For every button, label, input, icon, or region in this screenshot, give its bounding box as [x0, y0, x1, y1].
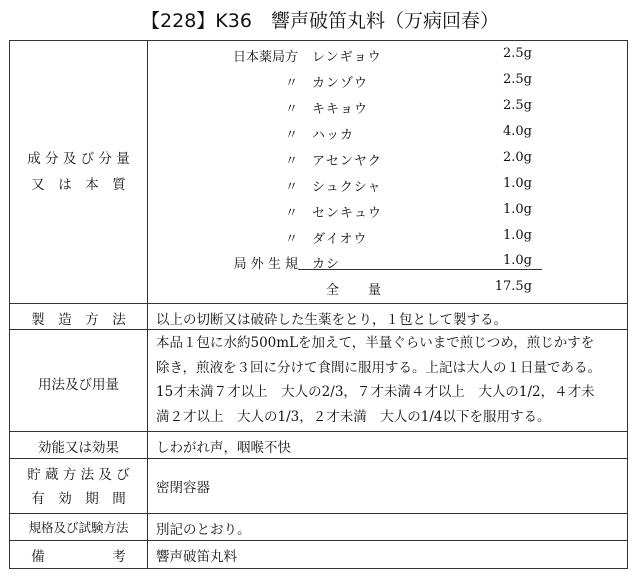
remarks-value: 響声破笛丸料	[156, 549, 237, 565]
ingredient-source: 局 外 生 規	[233, 257, 298, 272]
ingredient-name: カンゾウ	[312, 76, 369, 91]
composition-label-line1: 成 分 及 び 分 量	[27, 151, 130, 167]
ingredient-amount: 1.0g	[503, 176, 532, 191]
ingredient-name: アセンヤク	[312, 154, 382, 169]
ingredient-source: 〃	[284, 180, 298, 195]
efficacy-value: しわがれ声，咽喉不快	[156, 440, 291, 456]
dosage-line: 満２才以上 大人の1/3，２才未満 大人の1/4以下を服用する。	[156, 408, 551, 425]
row-divider	[10, 329, 627, 330]
row-divider	[10, 431, 627, 432]
ingredient-amount: 4.0g	[503, 124, 532, 139]
standards-value: 別記のとおり。	[156, 522, 251, 538]
ingredient-source: 〃	[284, 154, 298, 169]
row-divider	[10, 540, 627, 541]
row-divider	[10, 458, 627, 459]
ingredient-amount: 1.0g	[503, 202, 532, 217]
ingredient-source: 〃	[284, 206, 298, 221]
ingredient-name: レンギョウ	[312, 50, 382, 65]
storage-value: 密閉容器	[156, 480, 210, 496]
ingredient-amount: 1.0g	[503, 253, 532, 268]
ingredient-name: シュクシャ	[312, 180, 382, 195]
ingredient-name: カシ	[312, 257, 341, 272]
ingredient-source: 〃	[284, 102, 298, 117]
row-divider	[10, 513, 627, 514]
dosage-line: 除き，煎液を３回に分けて食間に服用する。上記は大人の１日量である。	[156, 359, 601, 376]
ingredient-source: 日本薬局方	[232, 50, 298, 65]
page-title: 【228】K36 響声破笛丸料（万病回春）	[141, 10, 499, 32]
ingredient-name: ダイオウ	[312, 232, 368, 247]
ingredient-name: ハッカ	[312, 128, 355, 143]
dosage-line: 本品１包に水約500mLを加えて，半量ぐらいまで煎じつめ，煎じかすを	[156, 335, 595, 351]
ingredient-amount: 2.5g	[503, 72, 532, 87]
ingredient-amount: 1.0g	[503, 228, 532, 243]
ingredient-source: 〃	[284, 232, 298, 247]
storage-label-line1: 貯 蔵 方 法 及 び	[27, 467, 130, 483]
remarks-label: 備 考	[31, 549, 126, 565]
ingredient-amount: 2.0g	[503, 150, 532, 165]
column-divider	[147, 41, 148, 568]
ingredient-name: キキョウ	[312, 102, 369, 117]
dosage-line: 15才未満７才以上 大人の2/3，７才未満４才以上 大人の1/2，４才未	[156, 384, 595, 400]
ingredient-amount: 2.5g	[503, 98, 532, 113]
dosage-label: 用法及び用量	[38, 377, 119, 393]
row-divider	[10, 303, 627, 304]
ingredient-name: センキュウ	[312, 206, 383, 221]
standards-label: 規格及び試験方法	[28, 520, 129, 535]
total-rule	[298, 269, 542, 270]
ingredient-source: 〃	[284, 76, 298, 91]
manufacturing-label: 製 造 方 法	[31, 312, 126, 328]
composition-label-line2: 又 は 本 質	[31, 177, 126, 193]
efficacy-label: 効能又は効果	[38, 440, 119, 456]
monograph-table	[9, 40, 628, 569]
manufacturing-value: 以上の切断又は破砕した生薬をとり，１包として製する。	[156, 312, 507, 328]
ingredient-source: 〃	[284, 128, 298, 143]
dosage-text	[156, 331, 622, 429]
total-label: 全 量	[326, 283, 383, 298]
total-amount: 17.5g	[494, 279, 532, 294]
storage-label-line2: 有 効 期 間	[31, 491, 126, 507]
ingredient-amount: 2.5g	[503, 46, 532, 61]
